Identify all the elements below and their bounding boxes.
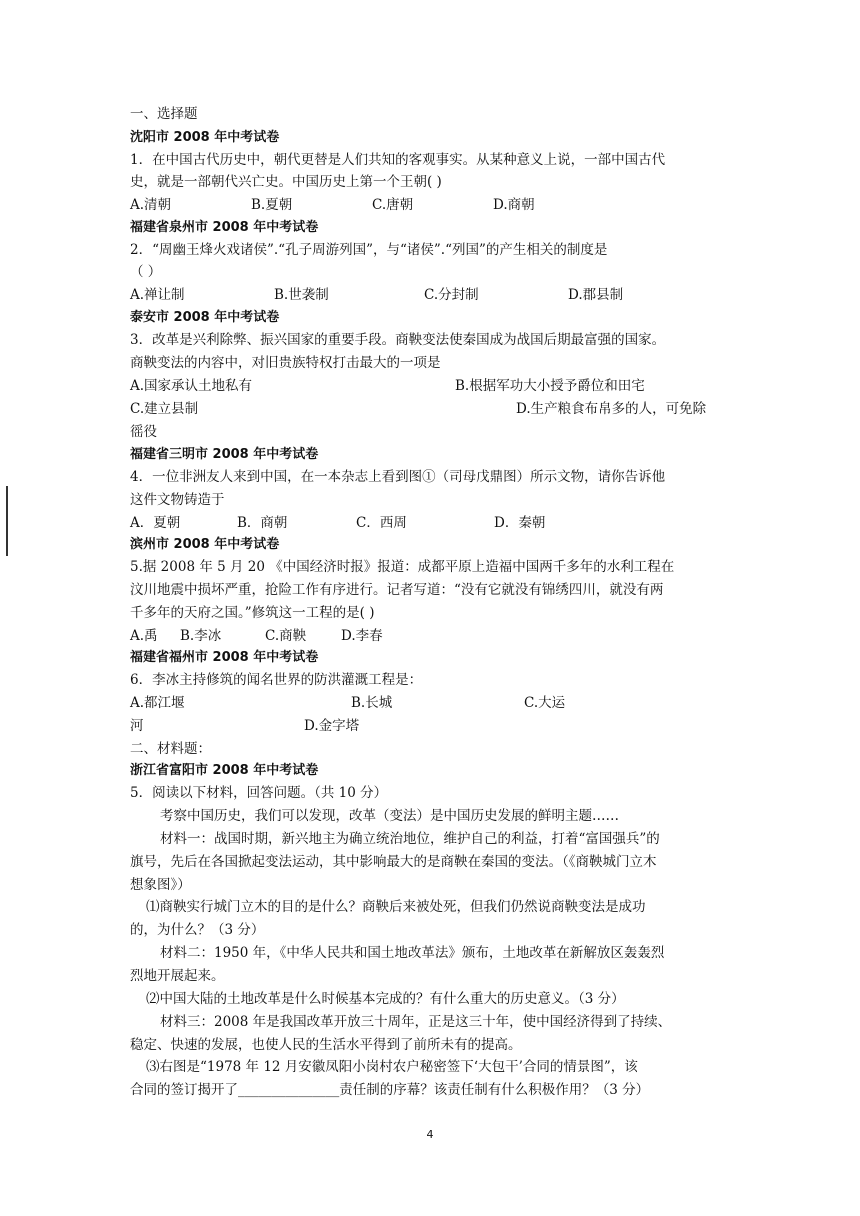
q5-text-line3: 千多年的天府之国。”修筑这一工程的是( ) bbox=[130, 605, 375, 621]
q1-option-b: B.夏朝 bbox=[251, 197, 293, 213]
q2-option-b: B.世袭制 bbox=[274, 287, 329, 303]
q6-option-a: A.都江堰 bbox=[130, 695, 185, 711]
material-intro: 考察中国历史，我们可以发现，改革（变法）是中国历史发展的鲜明主题…… bbox=[160, 808, 619, 824]
q5-source: 滨州市 2008 年中考试卷 bbox=[130, 537, 280, 552]
q5-text-line1: 5.据 2008 年 5 月 20 《中国经济时报》报道：成都平原上造福中国两千多年的水利工程在 bbox=[130, 559, 675, 575]
q3-source: 泰安市 2008 年中考试卷 bbox=[130, 310, 280, 325]
q4-text-line2: 这件文物铸造于 bbox=[130, 492, 225, 508]
q6-source: 福建省福州市 2008 年中考试卷 bbox=[130, 650, 319, 665]
material-one-line3: 想象图》） bbox=[130, 877, 191, 893]
q2-option-c: C.分封制 bbox=[424, 287, 479, 303]
q6-option-c: C.大运 bbox=[524, 695, 566, 711]
q5-option-b: B.李冰 bbox=[180, 628, 222, 644]
q2-text-line2: （ ） bbox=[130, 264, 162, 280]
q1-option-d: D.商朝 bbox=[493, 197, 535, 213]
q3-option-b: B.根据军功大小授予爵位和田宅 bbox=[455, 378, 645, 394]
material-source: 浙江省富阳市 2008 年中考试卷 bbox=[130, 763, 319, 778]
q3-text-line2: 商鞅变法的内容中，对旧贵族特权打击最大的一项是 bbox=[130, 355, 441, 371]
q3-option-d: D.生产粮食布帛多的人，可免除 bbox=[516, 401, 707, 417]
material-one-line2: 旗号，先后在各国掀起变法运动，其中影响最大的是商鞅在秦国的变法。（《商鞅城门立木 bbox=[130, 854, 657, 870]
q6-option-c-continued: 河 bbox=[130, 718, 144, 734]
q5-option-a: A.禹 bbox=[130, 628, 158, 644]
q3-option-c: C.建立县制 bbox=[130, 401, 199, 417]
material-three-line1: 材料三：2008 年是我国改革开放三十周年，正是这三十年，使中国经济得到了持续、 bbox=[160, 1014, 672, 1030]
q3-option-d-continued: 徭役 bbox=[130, 424, 157, 440]
subquestion-2: ⑵中国大陆的土地改革是什么时候基本完成的？有什么重大的历史意义。（3 分） bbox=[146, 991, 625, 1007]
material-two-line1: 材料二：1950 年，《中华人民共和国土地改革法》颁布，土地改革在新解放区轰轰烈 bbox=[160, 945, 665, 961]
material-two-line2: 烈地开展起来。 bbox=[130, 968, 225, 984]
q4-text-line1: 4．一位非洲友人来到中国，在一本杂志上看到图①（司母戊鼎图）所示文物，请你告诉他 bbox=[130, 469, 666, 485]
q4-option-b: B．商朝 bbox=[237, 515, 288, 531]
q2-text-line1: 2．“周幽王烽火戏诸侯”.“孔子周游列国”，与“诸侯”.“列国”的产生相关的制度是 bbox=[130, 242, 608, 258]
q2-option-d: D.郡县制 bbox=[568, 287, 624, 303]
q2-source: 福建省泉州市 2008 年中考试卷 bbox=[130, 220, 319, 235]
q3-option-a: A.国家承认土地私有 bbox=[130, 378, 253, 394]
q6-text-line1: 6．李冰主持修筑的闻名世界的防洪灌溉工程是： bbox=[130, 672, 423, 688]
material-one-line1: 材料一：战国时期，新兴地主为确立统治地位，维护自己的利益，打着“富国强兵”的 bbox=[160, 831, 660, 847]
q1-source: 沈阳市 2008 年中考试卷 bbox=[130, 130, 280, 145]
subquestion-3-line2: 合同的签订揭开了_______________责任制的序幕？该责任制有什么积极作用？（3 分） bbox=[130, 1082, 650, 1098]
subquestion-1-line2: 的，为什么？（3 分） bbox=[130, 922, 265, 938]
q5-option-d: D.李春 bbox=[341, 628, 383, 644]
q6-option-d: D.金字塔 bbox=[304, 718, 360, 734]
page-number: 4 bbox=[426, 1128, 434, 1141]
section-heading-choice: 一、选择题 bbox=[130, 106, 198, 122]
q4-option-a: A．夏朝 bbox=[130, 515, 181, 531]
q4-option-c: C．西周 bbox=[356, 515, 407, 531]
q6-option-b: B.长城 bbox=[351, 695, 393, 711]
q4-option-d: D．秦朝 bbox=[494, 515, 546, 531]
subquestion-1-line1: ⑴商鞅实行城门立木的目的是什么？商鞅后来被处死，但我们仍然说商鞅变法是成功 bbox=[146, 899, 646, 915]
q3-text-line1: 3．改革是兴利除弊、振兴国家的重要手段。商鞅变法使秦国成为战国后期最富强的国家。 bbox=[130, 332, 666, 348]
q2-option-a: A.禅让制 bbox=[130, 287, 185, 303]
q5-text-line2: 汶川地震中损坏严重，抢险工作有序进行。记者写道：“没有它就没有锦绣四川，就没有两 bbox=[130, 582, 664, 598]
margin-line bbox=[6, 486, 8, 556]
q1-text-line1: 1．在中国古代历史中，朝代更替是人们共知的客观事实。从某种意义上说，一部中国古代 bbox=[130, 152, 666, 168]
material-three-line2: 稳定、快速的发展，也使人民的生活水平得到了前所未有的提高。 bbox=[130, 1037, 522, 1053]
q5-option-c: C.商鞅 bbox=[265, 628, 307, 644]
q1-option-c: C.唐朝 bbox=[372, 197, 414, 213]
q1-text-line2: 史，就是一部朝代兴亡史。中国历史上第一个王朝( ) bbox=[130, 174, 442, 190]
q1-option-a: A.清朝 bbox=[130, 197, 172, 213]
material-question-title: 5．阅读以下材料，回答问题。（共 10 分） bbox=[130, 785, 388, 801]
subquestion-3-line1: ⑶右图是“1978 年 12 月安徽凤阳小岗村农户秘密签下‘大包干’合同的情景图”，该 bbox=[146, 1059, 638, 1075]
section-heading-material: 二、材料题： bbox=[130, 741, 211, 757]
q4-source: 福建省三明市 2008 年中考试卷 bbox=[130, 447, 319, 462]
